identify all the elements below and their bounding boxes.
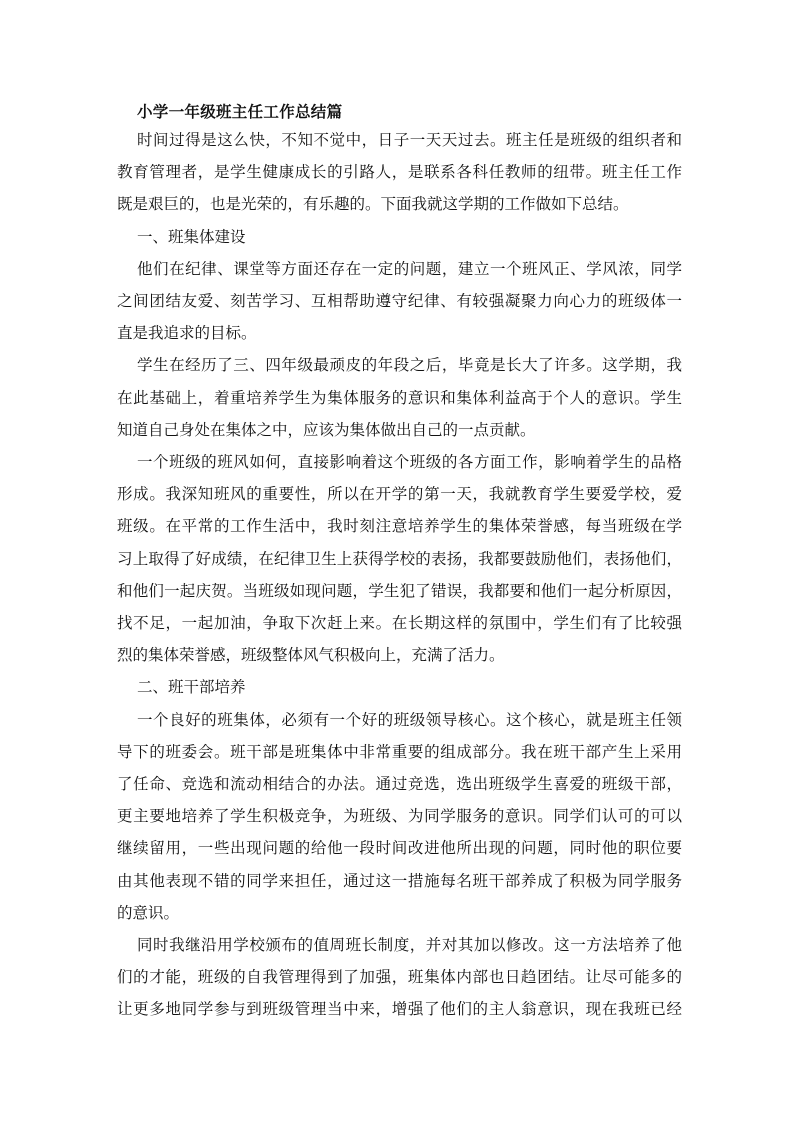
- paragraph-line: 的意识。: [117, 903, 180, 922]
- paragraph-line: 们的才能，班级的自我管理得到了加强，班集体内部也日趋团结。让尽可能多的: [117, 968, 682, 987]
- paragraph-line: 直是我追求的目标。: [117, 324, 257, 343]
- paragraph-line: 同时我继沿用学校颁布的值周班长制度，并对其加以修改。这一方法培养了他: [137, 936, 682, 954]
- paragraph-line: 让更多地同学参与到班级管理当中来，增强了他们的主人翁意识，现在我班已经: [117, 1000, 682, 1019]
- paragraph-line: 一个良好的班集体，必须有一个好的班级领导核心。这个核心，就是班主任领: [137, 710, 682, 729]
- paragraph-line: 他们在纪律、课堂等方面还存在一定的问题，建立一个班风正、学风浓，同学: [137, 259, 682, 278]
- paragraph-line: 一个班级的班风如何，直接影响着这个班级的各方面工作，影响着学生的品格: [137, 453, 682, 471]
- paragraph-line: 一、班集体建设: [137, 227, 246, 246]
- paragraph-line: 教育管理者，是学生健康成长的引路人，是联系各科任教师的纽带。班主任工作: [117, 163, 682, 182]
- paragraph-line: 时间过得是这么快，不知不觉中，日子一天天过去。班主任是班级的组织者和: [137, 131, 682, 149]
- paragraph-line: 二、班干部培养: [137, 678, 246, 697]
- paragraph-line: 找不足，一起加油，争取下次赶上来。在长期这样的氛围中，学生们有了比较强: [117, 614, 682, 632]
- document-title: 小学一年级班主任工作总结篇: [137, 102, 343, 121]
- paragraph-line: 和他们一起庆贺。当班级如现问题，学生犯了错误，我都要和他们一起分析原因，: [117, 581, 682, 600]
- paragraph-line: 在此基础上，着重培养学生为集体服务的意识和集体利益高于个人的意识。学生: [117, 388, 682, 407]
- paragraph-line: 之间团结友爱、刻苦学习、互相帮助遵守纪律、有较强凝聚力向心力的班级体一: [117, 292, 682, 310]
- paragraph-line: 更主要地培养了学生积极竞争，为班级、为同学服务的意识。同学们认可的可以: [117, 807, 682, 826]
- paragraph-line: 导下的班委会。班干部是班集体中非常重要的组成部分。我在班干部产生上采用: [117, 742, 682, 761]
- paragraph-line: 学生在经历了三、四年级最顽皮的年段之后，毕竟是长大了许多。这学期，我: [137, 356, 682, 375]
- paragraph-line: 了任命、竞选和流动相结合的办法。通过竞选，选出班级学生喜爱的班级干部，: [117, 775, 682, 793]
- paragraph-line: 知道自己身处在集体之中，应该为集体做出自己的一点贡献。: [117, 420, 536, 439]
- paragraph-line: 班级。在平常的工作生活中，我时刻注意培养学生的集体荣誉感，每当班级在学: [117, 517, 682, 536]
- paragraph-line: 由其他表现不错的同学来担任，通过这一措施每名班干部养成了积极为同学服务: [117, 871, 682, 890]
- paragraph-line: 继续留用，一些出现问题的给他一段时间改进他所出现的问题，同时他的职位要: [117, 839, 682, 858]
- paragraph-line: 习上取得了好成绩，在纪律卫生上获得学校的表扬，我都要鼓励他们，表扬他们，: [117, 549, 682, 568]
- paragraph-line: 既是艰巨的，也是光荣的，有乐趣的。下面我就这学期的工作做如下总结。: [117, 195, 629, 214]
- paragraph-line: 形成。我深知班风的重要性，所以在开学的第一天，我就教育学生要爱学校，爱: [117, 485, 682, 504]
- paragraph-line: 烈的集体荣誉感，班级整体风气积极向上，充满了活力。: [117, 646, 505, 665]
